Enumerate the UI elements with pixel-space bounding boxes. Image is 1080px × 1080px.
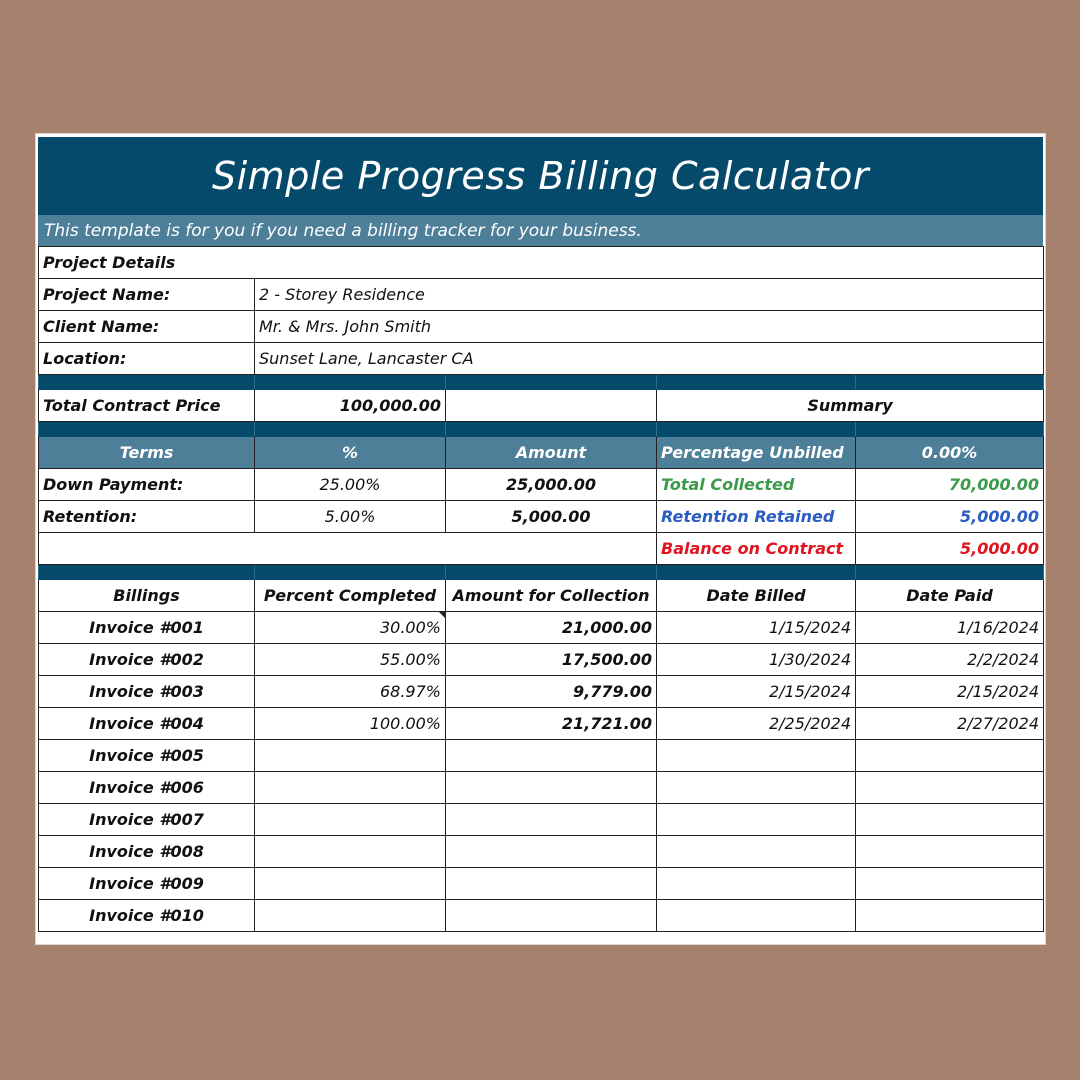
retention-amount[interactable]: 5,000.00 <box>446 501 657 533</box>
balance-on-contract-value[interactable]: 5,000.00 <box>856 533 1044 565</box>
table-row <box>39 676 1044 708</box>
empty-cell[interactable] <box>446 390 657 422</box>
table-row <box>39 644 1044 676</box>
date-paid-cell[interactable] <box>856 772 1044 804</box>
retention-percent[interactable]: 5.00% <box>255 501 446 533</box>
amount-cell[interactable] <box>446 836 657 868</box>
amount-cell[interactable]: 17,500.00 <box>446 644 657 676</box>
date-billed-cell[interactable] <box>657 740 856 772</box>
date-billed-cell[interactable]: 2/15/2024 <box>657 676 856 708</box>
percent-completed-cell[interactable] <box>255 900 446 932</box>
invoice-cell[interactable]: Invoice #001 <box>39 612 255 644</box>
date-paid-header[interactable]: Date Paid <box>856 580 1044 612</box>
date-paid-cell[interactable]: 2/2/2024 <box>856 644 1044 676</box>
amount-cell[interactable] <box>446 740 657 772</box>
amount-header[interactable]: Amount <box>446 437 657 469</box>
summary-label[interactable]: Summary <box>657 390 1044 422</box>
table-row <box>39 708 1044 740</box>
balance-on-contract-label[interactable]: Balance on Contract <box>657 533 856 565</box>
invoice-cell[interactable]: Invoice #008 <box>39 836 255 868</box>
table-row <box>39 868 1044 900</box>
amount-cell[interactable]: 21,000.00 <box>446 612 657 644</box>
divider-band <box>39 375 1044 390</box>
date-billed-cell[interactable] <box>657 836 856 868</box>
date-paid-cell[interactable]: 2/15/2024 <box>856 676 1044 708</box>
date-paid-cell[interactable] <box>856 740 1044 772</box>
percent-completed-cell[interactable] <box>255 868 446 900</box>
total-collected-value[interactable]: 70,000.00 <box>856 469 1044 501</box>
client-name-label[interactable]: Client Name: <box>39 311 255 343</box>
table-row <box>39 804 1044 836</box>
retention-label[interactable]: Retention: <box>39 501 255 533</box>
retention-retained-label[interactable]: Retention Retained <box>657 501 856 533</box>
percent-completed-cell[interactable]: 100.00% <box>255 708 446 740</box>
date-paid-cell[interactable] <box>856 900 1044 932</box>
date-billed-cell[interactable] <box>657 804 856 836</box>
down-payment-label[interactable]: Down Payment: <box>39 469 255 501</box>
percent-header[interactable]: % <box>255 437 446 469</box>
invoice-cell[interactable]: Invoice #002 <box>39 644 255 676</box>
retention-retained-value[interactable]: 5,000.00 <box>856 501 1044 533</box>
amount-cell[interactable] <box>446 868 657 900</box>
date-billed-header[interactable]: Date Billed <box>657 580 856 612</box>
percent-completed-header[interactable]: Percent Completed <box>255 580 446 612</box>
percentage-unbilled-label[interactable]: Percentage Unbilled <box>657 437 856 469</box>
sheet-title: Simple Progress Billing Calculator <box>38 137 1043 215</box>
divider-band <box>39 565 1044 580</box>
amount-cell[interactable] <box>446 900 657 932</box>
date-paid-cell[interactable] <box>856 836 1044 868</box>
project-name-value[interactable]: 2 - Storey Residence <box>255 279 1044 311</box>
table-row <box>39 772 1044 804</box>
contract-price-label[interactable]: Total Contract Price <box>39 390 255 422</box>
contract-price-value[interactable]: 100,000.00 <box>255 390 446 422</box>
table-row <box>39 836 1044 868</box>
table-row <box>39 900 1044 932</box>
amount-cell[interactable] <box>446 804 657 836</box>
date-paid-cell[interactable]: 2/27/2024 <box>856 708 1044 740</box>
down-payment-percent[interactable]: 25.00% <box>255 469 446 501</box>
percent-completed-cell[interactable] <box>255 804 446 836</box>
date-paid-cell[interactable]: 1/16/2024 <box>856 612 1044 644</box>
amount-cell[interactable] <box>446 772 657 804</box>
percent-completed-cell[interactable]: 30.00% <box>255 612 446 644</box>
invoice-cell[interactable]: Invoice #003 <box>39 676 255 708</box>
total-collected-label[interactable]: Total Collected <box>657 469 856 501</box>
percent-completed-cell[interactable]: 55.00% <box>255 644 446 676</box>
invoice-cell[interactable]: Invoice #009 <box>39 868 255 900</box>
table-row <box>39 612 1044 644</box>
spreadsheet <box>35 133 1046 945</box>
down-payment-amount[interactable]: 25,000.00 <box>446 469 657 501</box>
terms-header[interactable]: Terms <box>39 437 255 469</box>
project-details-label[interactable]: Project Details <box>39 247 1044 279</box>
invoice-cell[interactable]: Invoice #004 <box>39 708 255 740</box>
invoice-cell[interactable]: Invoice #007 <box>39 804 255 836</box>
percent-completed-cell[interactable] <box>255 836 446 868</box>
amount-for-collection-header[interactable]: Amount for Collection <box>446 580 657 612</box>
invoice-cell[interactable]: Invoice #005 <box>39 740 255 772</box>
date-billed-cell[interactable] <box>657 868 856 900</box>
date-billed-cell[interactable]: 2/25/2024 <box>657 708 856 740</box>
empty-cell[interactable] <box>39 533 657 565</box>
date-billed-cell[interactable] <box>657 900 856 932</box>
project-name-label[interactable]: Project Name: <box>39 279 255 311</box>
amount-cell[interactable]: 21,721.00 <box>446 708 657 740</box>
billing-grid <box>38 246 1044 932</box>
amount-cell[interactable]: 9,779.00 <box>446 676 657 708</box>
percent-completed-cell[interactable]: 68.97% <box>255 676 446 708</box>
date-billed-cell[interactable] <box>657 772 856 804</box>
location-value[interactable]: Sunset Lane, Lancaster CA <box>255 343 1044 375</box>
billings-header[interactable]: Billings <box>39 580 255 612</box>
invoice-cell[interactable]: Invoice #006 <box>39 772 255 804</box>
date-paid-cell[interactable] <box>856 868 1044 900</box>
date-billed-cell[interactable]: 1/30/2024 <box>657 644 856 676</box>
date-billed-cell[interactable]: 1/15/2024 <box>657 612 856 644</box>
divider-band <box>39 422 1044 437</box>
percent-completed-cell[interactable] <box>255 740 446 772</box>
percentage-unbilled-value[interactable]: 0.00% <box>856 437 1044 469</box>
client-name-value[interactable]: Mr. & Mrs. John Smith <box>255 311 1044 343</box>
location-label[interactable]: Location: <box>39 343 255 375</box>
date-paid-cell[interactable] <box>856 804 1044 836</box>
sheet-subtitle: This template is for you if you need a billing tracker for your business. <box>38 215 1043 246</box>
invoice-cell[interactable]: Invoice #010 <box>39 900 255 932</box>
table-row <box>39 740 1044 772</box>
percent-completed-cell[interactable] <box>255 772 446 804</box>
